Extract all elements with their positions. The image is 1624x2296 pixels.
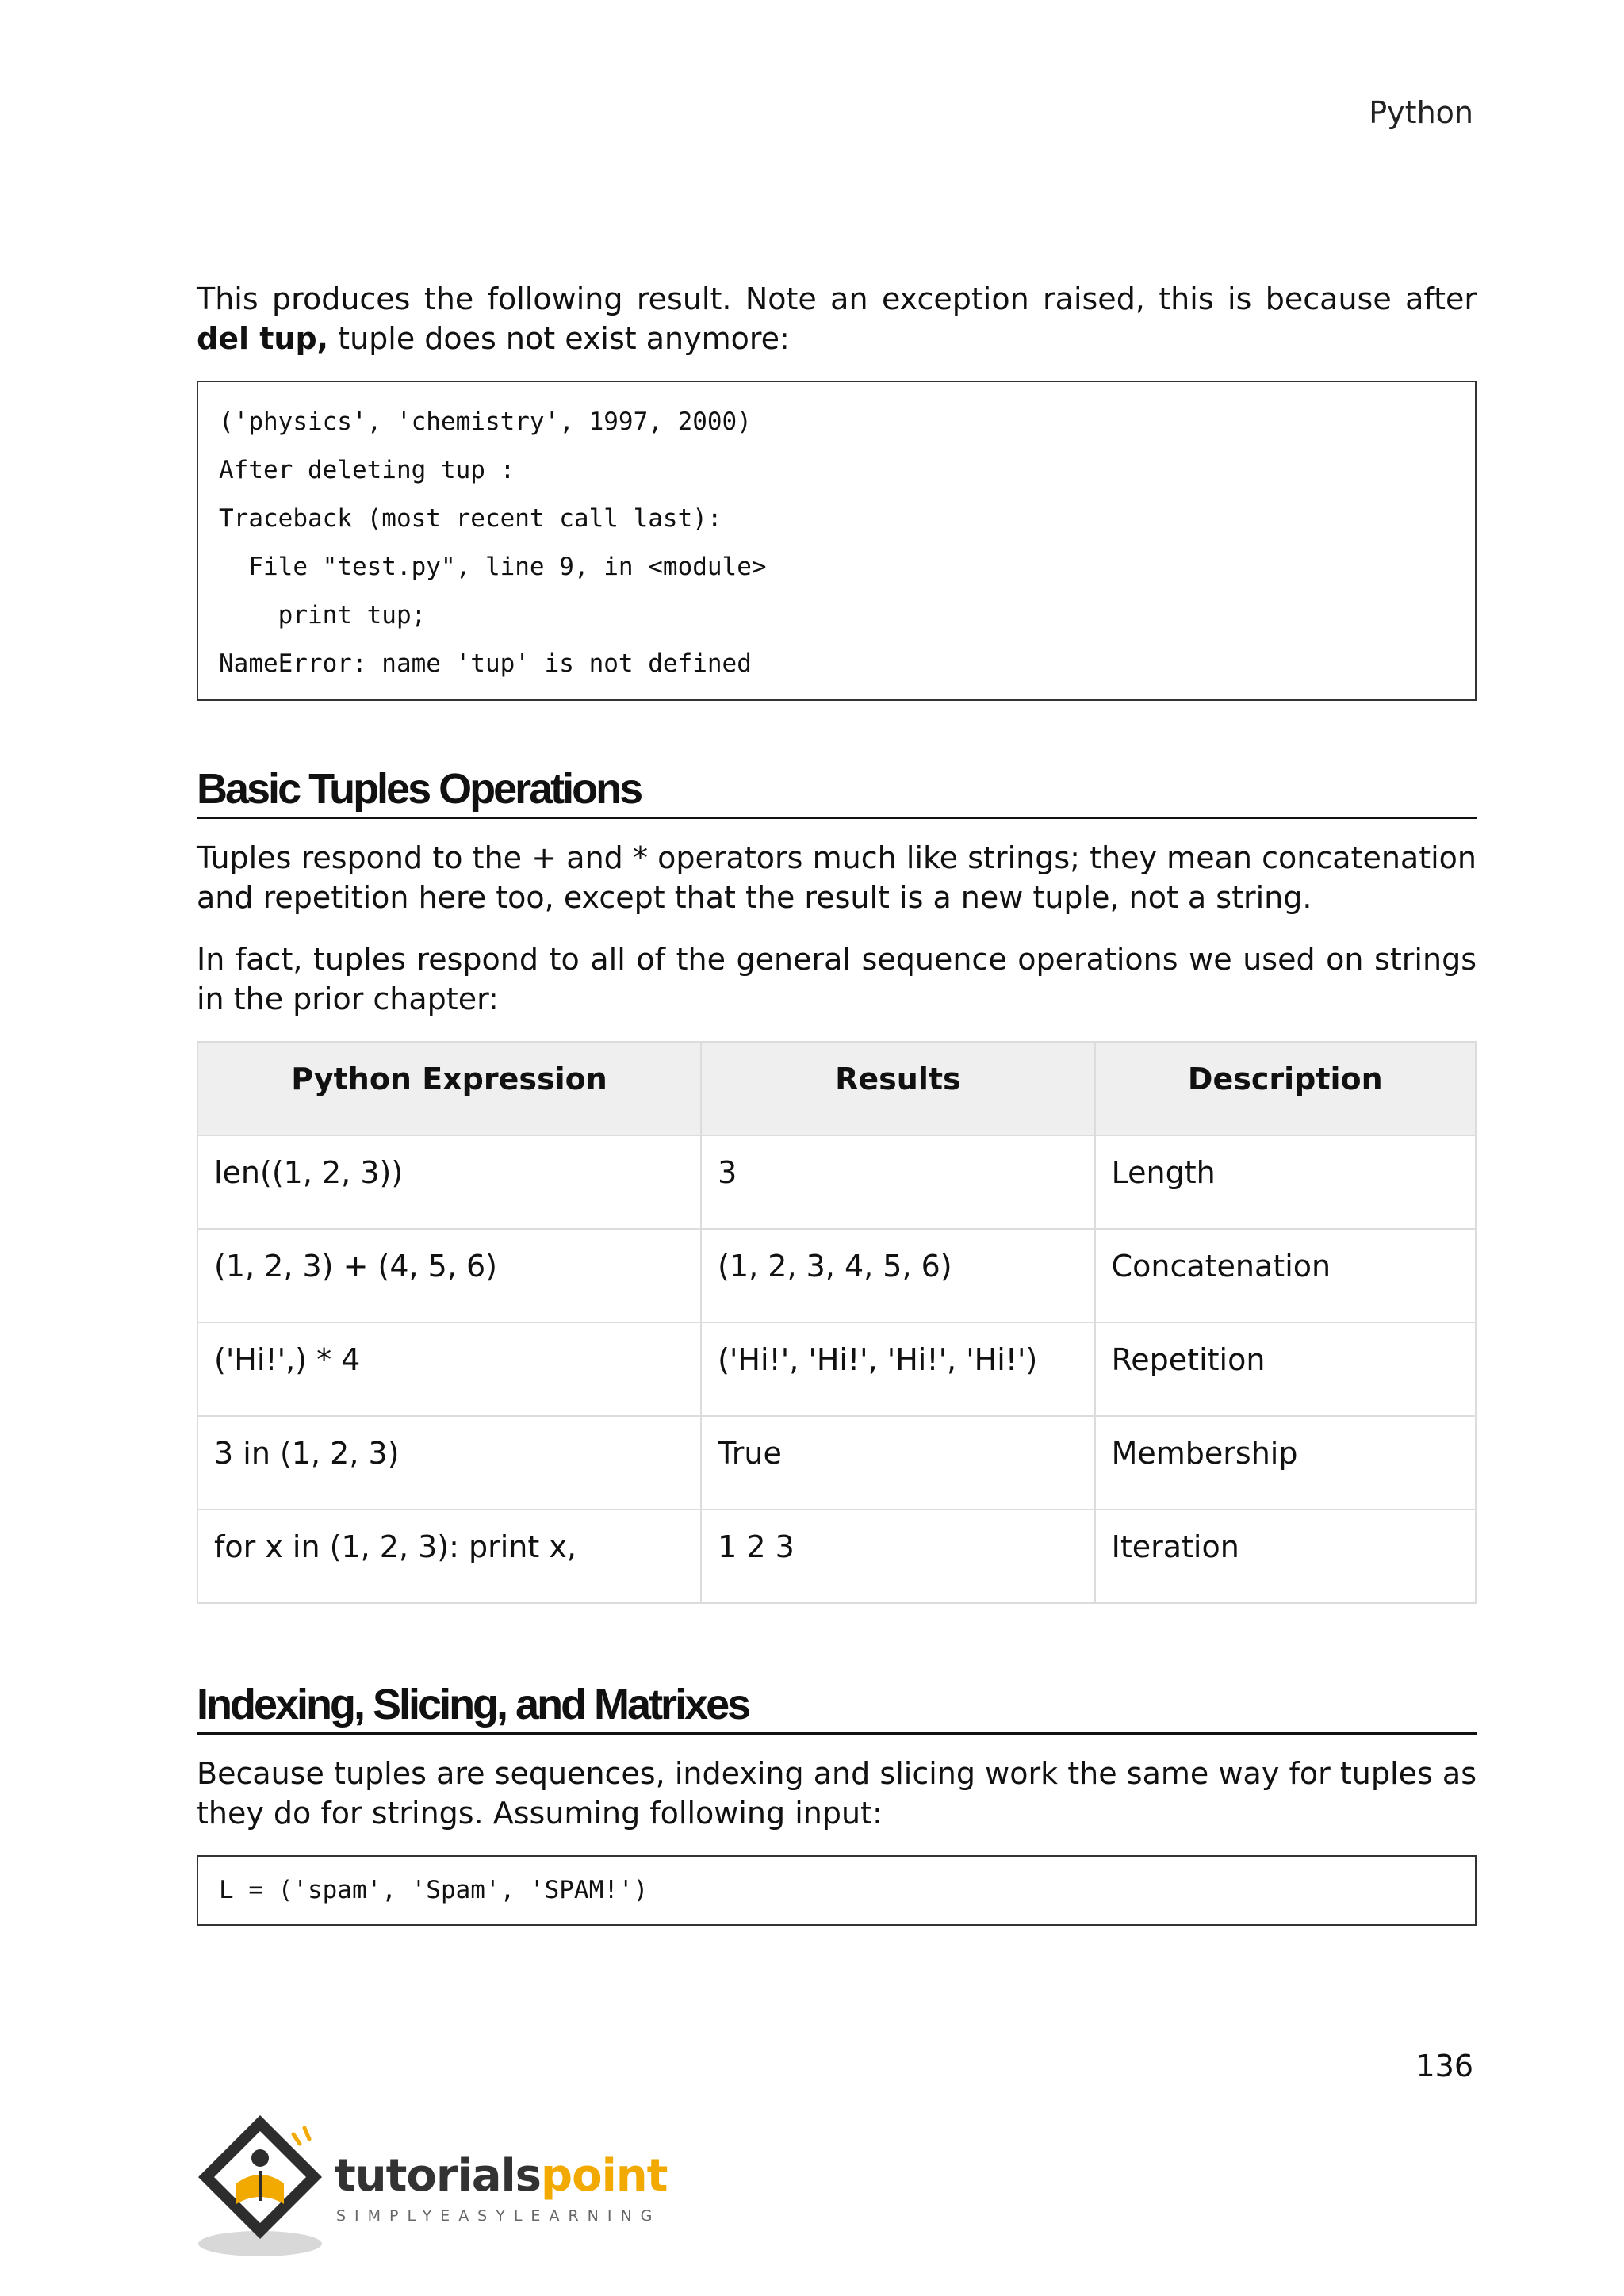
page-content [197,279,1477,1989]
page-number: 136 [1415,2049,1473,2084]
code-line: L = ('spam', 'Spam', 'SPAM!') [219,1876,649,1904]
cell-description: Length [1095,1135,1476,1229]
cell-description: Concatenation [1095,1229,1476,1322]
table-row [197,1135,1476,1229]
table-header-row [197,1042,1476,1135]
cell-expression: len((1, 2, 3)) [197,1135,701,1229]
logo-wordmark: tutorialspoint [335,2150,668,2202]
table-row [197,1229,1476,1322]
code-line: NameError: name 'tup' is not defined [219,649,752,678]
code-line: File "test.py", line 9, in <module> [219,553,767,581]
tutorialspoint-logo [195,2110,687,2261]
section-title-basic-operations: Basic Tuples Operations [197,764,1477,819]
column-header-description: Description [1095,1042,1476,1135]
column-header-results: Results [701,1042,1094,1135]
table-row [197,1416,1476,1510]
table-row [197,1510,1476,1603]
indexing-paragraph: Because tuples are sequences, indexing and slicing work the same way for tuples as they do for strings. Assuming following input: [197,1756,1477,1831]
output-code-block [197,381,1477,701]
column-header-expression: Python Expression [197,1042,701,1135]
logo-tagline: SIMPLYEASYLEARNING [336,2207,661,2225]
cell-result: True [701,1416,1094,1510]
code-line: ('physics', 'chemistry', 1997, 2000) [219,408,752,436]
cell-result: ('Hi!', 'Hi!', 'Hi!', 'Hi!') [701,1322,1094,1416]
running-header: Python [1369,95,1473,130]
table-row [197,1322,1476,1416]
cell-expression: (1, 2, 3) + (4, 5, 6) [197,1229,701,1322]
cell-expression: for x in (1, 2, 3): print x, [197,1510,701,1603]
cell-expression: ('Hi!',) * 4 [197,1322,701,1416]
code-line: Traceback (most recent call last): [219,504,722,533]
code-line: print tup; [219,601,427,629]
bold-del-tup: del tup, [197,321,329,356]
cell-description: Iteration [1095,1510,1476,1603]
operations-paragraph-1: Tuples respond to the + and * operators much like strings; they mean concatenation and repetition here too, except that the result is a new tuple, not a string. [197,840,1477,915]
operations-paragraph-2: In fact, tuples respond to all of the general sequence operations we used on strings in the prior chapter: [197,942,1477,1016]
input-code-block [197,1855,1477,1926]
cell-expression: 3 in (1, 2, 3) [197,1416,701,1510]
section-title-indexing: Indexing, Slicing, and Matrixes [197,1680,1477,1735]
intro-paragraph: This produces the following result. Note an exception raised, this is because after del tup, tuple does not exist anymore: [197,281,1477,356]
cell-result: 3 [701,1135,1094,1229]
cell-result: 1 2 3 [701,1510,1094,1603]
code-line: After deleting tup : [219,456,515,484]
logo-diamond-icon [195,2110,338,2261]
cell-description: Membership [1095,1416,1476,1510]
cell-result: (1, 2, 3, 4, 5, 6) [701,1229,1094,1322]
operations-table [197,1041,1477,1604]
cell-description: Repetition [1095,1322,1476,1416]
